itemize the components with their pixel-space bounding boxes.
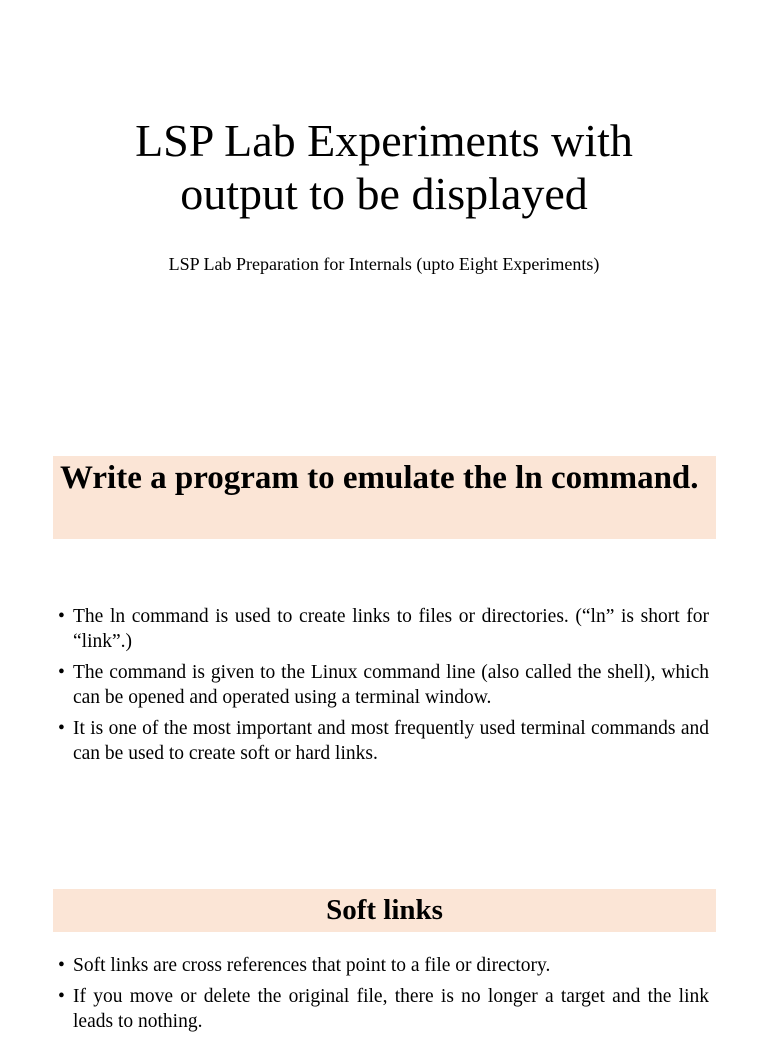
slide-title-line-1: LSP Lab Experiments with	[135, 115, 633, 166]
list-item	[58, 984, 709, 1034]
slide-subtitle: LSP Lab Preparation for Internals (upto Eight Experiments)	[168, 254, 600, 274]
bullet-text: The command is given to the Linux command line (also called the shell), which can be opened and operated using a terminal window.	[73, 662, 709, 708]
slide-title-line-2: output to be displayed	[180, 168, 588, 219]
soft-links-bullet-list	[58, 953, 709, 1040]
ln-command-heading: Write a program to emulate the ln command.	[60, 460, 699, 496]
slide-title	[40, 114, 728, 220]
list-item	[58, 604, 709, 654]
soft-links-heading: Soft links	[326, 894, 443, 926]
bullet-icon: •	[58, 986, 65, 1007]
list-item	[58, 660, 709, 710]
bullet-text: The ln command is used to create links to files or directories. (“ln” is short for “link”.)	[73, 606, 709, 652]
bullet-text: It is one of the most important and most frequently used terminal commands and can be used to create soft or hard links.	[73, 718, 709, 764]
bullet-icon: •	[58, 662, 65, 683]
bullet-icon: •	[58, 606, 65, 627]
ln-command-bullet-list	[58, 604, 709, 772]
soft-links-heading-band	[53, 889, 716, 932]
ln-command-heading-band	[53, 456, 716, 539]
bullet-icon: •	[58, 955, 65, 976]
bullet-icon: •	[58, 718, 65, 739]
list-item	[58, 716, 709, 766]
bullet-text: Soft links are cross references that point to a file or directory.	[73, 955, 551, 976]
bullet-text: If you move or delete the original file, there is no longer a target and the link leads to nothing.	[73, 986, 709, 1032]
list-item	[58, 953, 709, 978]
